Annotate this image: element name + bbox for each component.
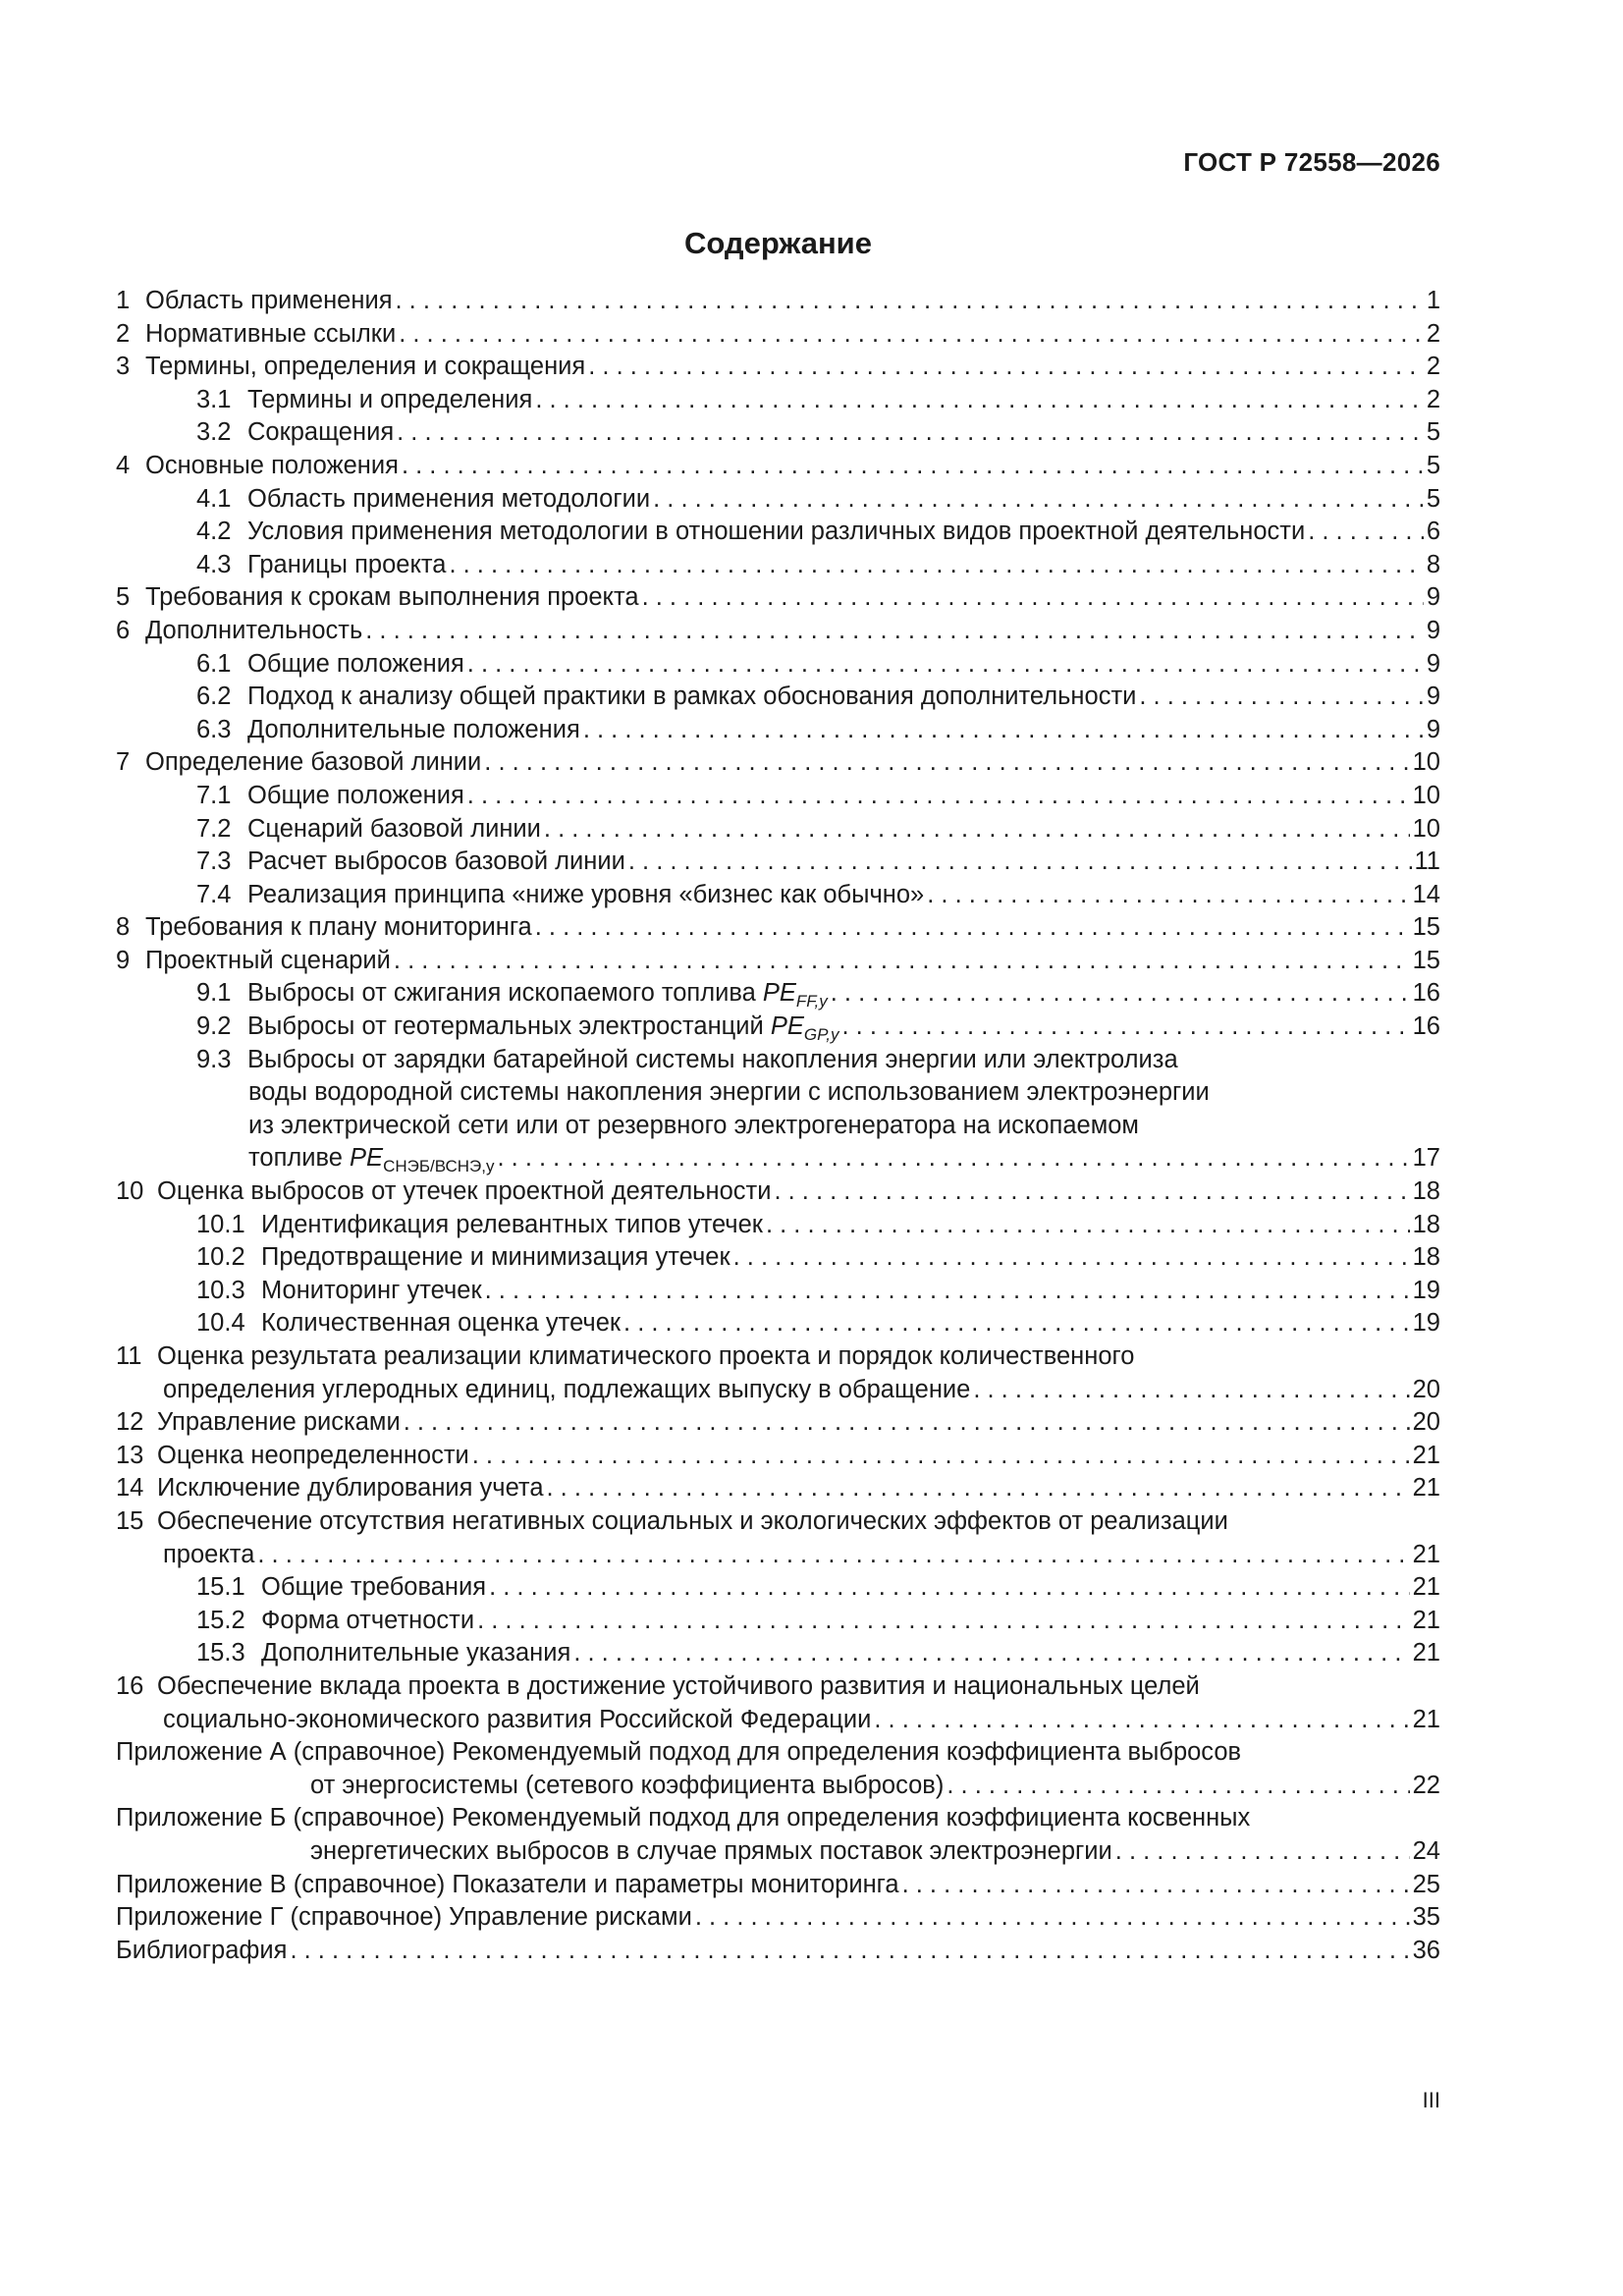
toc-leader — [257, 1539, 1409, 1572]
toc-entry-page: 35 — [1412, 1903, 1440, 1932]
toc-entry[interactable] — [116, 813, 1440, 847]
toc-entry-page: 17 — [1412, 1144, 1440, 1173]
toc-entry-page: 5 — [1426, 418, 1440, 447]
toc-leader — [467, 780, 1410, 813]
toc-entry-number: 14 — [116, 1474, 144, 1503]
toc-entry-page: 9 — [1426, 683, 1440, 711]
toc-entry-number: 4 — [116, 451, 131, 479]
toc-leader — [404, 1406, 1410, 1440]
toc-entry-page: 9 — [1426, 616, 1440, 644]
toc-entry-title: Сокращения — [247, 418, 395, 447]
toc-entry-page: 9 — [1426, 649, 1440, 678]
toc-entry-page: 19 — [1412, 1276, 1440, 1304]
toc-entry-title: Дополнительные указания — [261, 1639, 571, 1667]
formula-subscript-text: GP,y — [803, 1025, 839, 1045]
toc-entry-page: 19 — [1412, 1309, 1440, 1338]
toc-leader — [628, 846, 1412, 879]
toc-entry-title-text: Выбросы от сжигания ископаемого топлива — [247, 979, 756, 1008]
toc-leader — [399, 318, 1424, 352]
toc-entry-title: Оценка выбросов от утечек проектной деятельности — [157, 1177, 772, 1206]
toc-entry-title: Дополнительность — [145, 616, 363, 644]
toc-entry-title: Оценка результата реализации климатического проекта и порядок количественного — [157, 1342, 1135, 1370]
toc-entry-page: 21 — [1412, 1606, 1440, 1634]
toc-entry-page: 8 — [1426, 550, 1440, 578]
toc-entry-title: Количественная оценка утечек — [261, 1309, 622, 1338]
toc-entry-page: 11 — [1414, 847, 1440, 876]
document-code: ГОСТ Р 72558—2026 — [1183, 147, 1440, 177]
toc-leader — [396, 285, 1424, 318]
toc-entry[interactable] — [116, 416, 1440, 450]
toc-entry-page: 18 — [1412, 1243, 1440, 1272]
toc-entry-number: 5 — [116, 583, 131, 612]
table-of-contents — [116, 285, 1440, 1967]
formula-symbol: PE — [350, 1144, 384, 1173]
page-title: Содержание — [684, 226, 872, 260]
toc-entry[interactable] — [116, 746, 1440, 780]
toc-entry-continuation[interactable] — [116, 1142, 1440, 1175]
toc-entry[interactable] — [116, 1802, 1440, 1835]
toc-entry-title: Область применения методологии — [247, 484, 651, 513]
toc-entry-title: Выбросы от зарядки батарейной системы накопления энергии или электролиза — [247, 1045, 1178, 1073]
toc-entry-title: Требования к срокам выполнения проекта — [145, 583, 639, 612]
toc-entry[interactable] — [116, 483, 1440, 517]
toc-entry[interactable] — [116, 1736, 1440, 1770]
toc-entry-number: 4.2 — [196, 518, 232, 546]
toc-entry-title: Приложение Г (справочное) Управление рисками — [116, 1903, 692, 1932]
toc-entry-title: Требования к плану мониторинга — [145, 913, 532, 942]
toc-entry[interactable] — [116, 1472, 1440, 1505]
toc-leader — [766, 1209, 1410, 1242]
toc-entry-number: 7.2 — [196, 814, 232, 843]
toc-entry-page: 2 — [1426, 319, 1440, 348]
toc-entry[interactable] — [116, 516, 1440, 549]
toc-entry[interactable] — [116, 1241, 1440, 1275]
toc-entry-title — [247, 1011, 839, 1044]
toc-entry[interactable] — [116, 1209, 1440, 1242]
toc-entry-title: Условия применения методологии в отношении различных видов проектной деятельности — [247, 518, 1306, 546]
toc-entry-number: 11 — [116, 1342, 142, 1370]
toc-leader — [831, 977, 1410, 1011]
toc-entry-page: 5 — [1426, 484, 1440, 513]
toc-entry-title: Общие положения — [247, 649, 464, 678]
toc-entry[interactable] — [116, 549, 1440, 582]
toc-leader — [397, 416, 1424, 450]
toc-entry-continuation[interactable] — [116, 1704, 1440, 1737]
toc-entry-title: проекта — [163, 1540, 255, 1568]
toc-leader — [774, 1175, 1409, 1209]
toc-entry-page: 15 — [1412, 946, 1440, 974]
toc-entry-title: социально-экономического развития Российской Федерации — [163, 1705, 872, 1733]
toc-entry-number: 16 — [116, 1671, 144, 1700]
toc-entry-continuation[interactable] — [116, 1770, 1440, 1803]
toc-entry-number: 6.3 — [196, 715, 232, 743]
toc-entry-page: 2 — [1426, 385, 1440, 413]
toc-entry[interactable] — [116, 1011, 1440, 1044]
toc-entry-page: 21 — [1412, 1573, 1440, 1602]
toc-entry-number: 7 — [116, 748, 131, 777]
toc-entry-page: 16 — [1412, 1012, 1440, 1041]
toc-entry[interactable] — [116, 1175, 1440, 1209]
toc-entry[interactable] — [116, 1406, 1440, 1440]
toc-entry-title: Реализация принципа «ниже уровня «бизнес как обычно» — [247, 880, 925, 908]
toc-entry[interactable] — [116, 1307, 1440, 1340]
toc-entry-number: 9.1 — [196, 979, 232, 1008]
toc-entry-page: 2 — [1426, 353, 1440, 381]
toc-entry-number: 9 — [116, 946, 131, 974]
toc-entry-title: Определение базовой линии — [145, 748, 482, 777]
toc-leader — [902, 1869, 1410, 1902]
formula-symbol: PE — [770, 1012, 804, 1041]
toc-entry[interactable] — [116, 1901, 1440, 1935]
toc-entry-number: 15 — [116, 1506, 144, 1535]
toc-entry-number: 3 — [116, 353, 131, 381]
toc-entry-page: 21 — [1412, 1474, 1440, 1503]
toc-leader — [1308, 516, 1424, 549]
toc-entry[interactable] — [116, 615, 1440, 648]
toc-leader — [842, 1011, 1410, 1044]
toc-leader — [1115, 1835, 1410, 1869]
toc-entry-page: 10 — [1412, 781, 1440, 809]
formula-subscript — [804, 1025, 839, 1044]
toc-leader — [623, 1307, 1410, 1340]
toc-entry[interactable] — [116, 780, 1440, 813]
toc-entry-page: 5 — [1426, 451, 1440, 479]
toc-entry-number: 4.3 — [196, 550, 232, 578]
toc-entry[interactable] — [116, 1440, 1440, 1473]
toc-entry-title: Управление рисками — [157, 1408, 401, 1437]
toc-entry-number: 1 — [116, 287, 131, 314]
toc-entry[interactable] — [116, 285, 1440, 318]
formula-subscript — [796, 992, 828, 1011]
toc-entry-page: 10 — [1412, 748, 1440, 777]
toc-entry-title: Приложение А (справочное) Рекомендуемый подход для определения коэффициента выбросов — [116, 1738, 1242, 1767]
toc-entry-title: Границы проекта — [247, 550, 447, 578]
toc-leader — [485, 1275, 1410, 1308]
toc-leader — [394, 945, 1410, 978]
toc-entry-title: Основные положения — [145, 451, 399, 479]
toc-entry-number: 3.2 — [196, 418, 232, 447]
toc-leader — [1139, 681, 1423, 714]
toc-entry-title: Подход к анализу общей практики в рамках обоснования дополнительности — [247, 683, 1137, 711]
toc-entry-number: 6.2 — [196, 683, 232, 711]
toc-entry-number: 6 — [116, 616, 131, 644]
toc-entry-title-text: Выбросы от геотермальных электростанций — [247, 1012, 764, 1041]
toc-leader — [695, 1901, 1410, 1935]
toc-entry-page: 18 — [1412, 1177, 1440, 1206]
toc-entry-page: 22 — [1412, 1771, 1440, 1799]
toc-leader — [653, 483, 1424, 517]
toc-leader — [535, 384, 1424, 417]
toc-entry-page: 20 — [1412, 1375, 1440, 1403]
toc-leader — [477, 1605, 1410, 1638]
toc-entry-title-text: топливе — [248, 1144, 343, 1173]
toc-leader — [402, 450, 1424, 483]
toc-entry-number: 10.3 — [196, 1276, 245, 1304]
toc-leader — [947, 1770, 1409, 1803]
toc-entry-title: определения углеродных единиц, подлежащих выпуску в обращение — [163, 1375, 971, 1403]
toc-entry[interactable] — [116, 318, 1440, 352]
toc-entry-title: Оценка неопределенности — [157, 1441, 469, 1469]
toc-leader — [547, 1472, 1410, 1505]
toc-entry-title: Дополнительные положения — [247, 715, 580, 743]
toc-entry-continuation[interactable] — [116, 1835, 1440, 1869]
toc-entry-title: Расчет выбросов базовой линии — [247, 847, 625, 876]
toc-entry-number: 7.4 — [196, 880, 232, 908]
toc-entry-title: Общие положения — [247, 781, 464, 809]
toc-entry-page: 21 — [1412, 1540, 1440, 1568]
page-number: III — [1422, 2088, 1440, 2112]
toc-entry[interactable] — [116, 351, 1440, 384]
toc-entry-continuation: воды водородной системы накопления энергии с использованием электроэнергии — [248, 1078, 1210, 1107]
toc-entry-page: 21 — [1412, 1441, 1440, 1469]
toc-entry[interactable] — [116, 1044, 1440, 1077]
toc-entry-number: 13 — [116, 1441, 144, 1469]
toc-entry[interactable] — [116, 1869, 1440, 1902]
toc-entry-page: 9 — [1426, 715, 1440, 743]
toc-entry-number: 3.1 — [196, 385, 232, 413]
toc-leader — [535, 911, 1410, 945]
toc-entry-number: 4.1 — [196, 484, 232, 513]
toc-entry-title: Обеспечение отсутствия негативных социальных и экологических эффектов от реализации — [157, 1506, 1228, 1535]
toc-entry-page: 9 — [1426, 583, 1440, 612]
toc-entry-title: Приложение В (справочное) Показатели и параметры мониторинга — [116, 1870, 899, 1898]
toc-entry[interactable] — [116, 977, 1440, 1011]
toc-entry-page: 14 — [1412, 880, 1440, 908]
toc-entry-title: Обеспечение вклада проекта в достижение устойчивого развития и национальных целей — [157, 1671, 1200, 1700]
toc-entry-number: 2 — [116, 319, 131, 348]
toc-entry-number: 6.1 — [196, 649, 232, 678]
toc-leader — [365, 615, 1424, 648]
toc-entry-page: 15 — [1412, 913, 1440, 942]
toc-entry[interactable] — [116, 1275, 1440, 1308]
toc-leader — [588, 351, 1424, 384]
toc-entry-title: от энергосистемы (сетевого коэффициента выбросов) — [310, 1771, 945, 1799]
toc-entry-number: 9.3 — [196, 1045, 232, 1073]
toc-entry-page: 10 — [1412, 814, 1440, 843]
toc-entry-continuation[interactable] — [116, 1374, 1440, 1407]
toc-entry-page: 6 — [1426, 518, 1440, 546]
toc-entry-title: Термины, определения и сокращения — [145, 353, 586, 381]
toc-entry-number: 15.3 — [196, 1639, 245, 1667]
toc-entry[interactable] — [116, 1670, 1440, 1704]
formula-subscript-text: FF,y — [795, 992, 828, 1011]
toc-entry[interactable] — [116, 846, 1440, 879]
toc-entry-continuation[interactable] — [116, 1539, 1440, 1572]
toc-entry-title: Сценарий базовой линии — [247, 814, 541, 843]
toc-entry-title: Приложение Б (справочное) Рекомендуемый подход для определения коэффициента косвенных — [116, 1804, 1251, 1832]
toc-entry-title: Библиография — [116, 1936, 288, 1964]
toc-entry-title: Мониторинг утечек — [261, 1276, 482, 1304]
toc-entry-title: Форма отчетности — [261, 1606, 475, 1634]
toc-leader — [484, 746, 1409, 780]
toc-entry[interactable] — [116, 1340, 1440, 1374]
toc-entry-number: 10 — [116, 1177, 144, 1206]
toc-entry-page: 18 — [1412, 1210, 1440, 1238]
toc-entry-title: Проектный сценарий — [145, 946, 391, 974]
toc-entry-title: Предотвращение и минимизация утечек — [261, 1243, 730, 1272]
toc-entry-title: энергетических выбросов в случае прямых поставок электроэнергии — [310, 1836, 1112, 1865]
toc-entry-title: Нормативные ссылки — [145, 319, 397, 348]
toc-entry-page: 21 — [1412, 1639, 1440, 1667]
toc-entry[interactable] — [116, 879, 1440, 912]
toc-entry[interactable] — [116, 1605, 1440, 1638]
toc-leader — [489, 1571, 1410, 1605]
toc-entry-title: Идентификация релевантных типов утечек — [261, 1210, 763, 1238]
toc-entry-page: 36 — [1412, 1936, 1440, 1964]
toc-leader — [733, 1241, 1410, 1275]
toc-entry[interactable] — [116, 714, 1440, 747]
toc-leader — [472, 1440, 1410, 1473]
formula-subscript — [383, 1157, 494, 1175]
toc-entry-number: 7.1 — [196, 781, 232, 809]
toc-entry-title: Область применения — [145, 287, 393, 314]
toc-leader — [467, 648, 1424, 682]
toc-entry[interactable] — [116, 1571, 1440, 1605]
toc-leader — [498, 1142, 1410, 1175]
toc-entry-title: Исключение дублирования учета — [157, 1474, 544, 1503]
toc-leader — [544, 813, 1410, 847]
toc-leader — [573, 1637, 1409, 1670]
toc-entry-number: 8 — [116, 913, 131, 942]
toc-entry-page: 24 — [1412, 1836, 1440, 1865]
toc-leader — [583, 714, 1424, 747]
toc-entry-number: 15.2 — [196, 1606, 245, 1634]
toc-leader — [642, 581, 1424, 615]
toc-entry-title — [248, 1142, 495, 1175]
toc-entry[interactable] — [116, 581, 1440, 615]
toc-entry[interactable] — [116, 384, 1440, 417]
toc-entry-page: 1 — [1426, 287, 1440, 314]
toc-entry-title — [247, 977, 828, 1011]
toc-entry[interactable] — [116, 648, 1440, 682]
toc-entry[interactable] — [116, 1637, 1440, 1670]
toc-entry-number: 9.2 — [196, 1012, 232, 1041]
formula-subscript-text: СНЭБ/ВСНЭ,y — [383, 1157, 495, 1176]
toc-entry-number: 15.1 — [196, 1573, 245, 1602]
toc-entry-page: 16 — [1412, 979, 1440, 1008]
toc-entry-number: 7.3 — [196, 847, 232, 876]
toc-leader — [927, 879, 1409, 912]
formula-symbol: PE — [762, 979, 796, 1008]
toc-entry[interactable] — [116, 450, 1440, 483]
toc-entry-title: Термины и определения — [247, 385, 533, 413]
toc-entry-number: 12 — [116, 1408, 144, 1437]
toc-entry-continuation: из электрической сети или от резервного электрогенератора на ископаемом — [248, 1111, 1139, 1139]
toc-entry[interactable] — [116, 681, 1440, 714]
toc-entry-page: 25 — [1412, 1870, 1440, 1898]
toc-entry[interactable] — [116, 1505, 1440, 1539]
toc-entry-title: Общие требования — [261, 1573, 487, 1602]
toc-entry[interactable] — [116, 945, 1440, 978]
toc-entry-number: 10.1 — [196, 1210, 245, 1238]
toc-entry[interactable] — [116, 1935, 1440, 1968]
toc-entry-page: 21 — [1412, 1705, 1440, 1733]
toc-leader — [290, 1935, 1409, 1968]
toc-leader — [874, 1704, 1409, 1737]
toc-entry[interactable] — [116, 911, 1440, 945]
toc-entry-page: 20 — [1412, 1408, 1440, 1437]
toc-entry-number: 10.2 — [196, 1243, 245, 1272]
toc-leader — [973, 1374, 1409, 1407]
toc-leader — [449, 549, 1423, 582]
toc-entry-number: 10.4 — [196, 1309, 245, 1338]
